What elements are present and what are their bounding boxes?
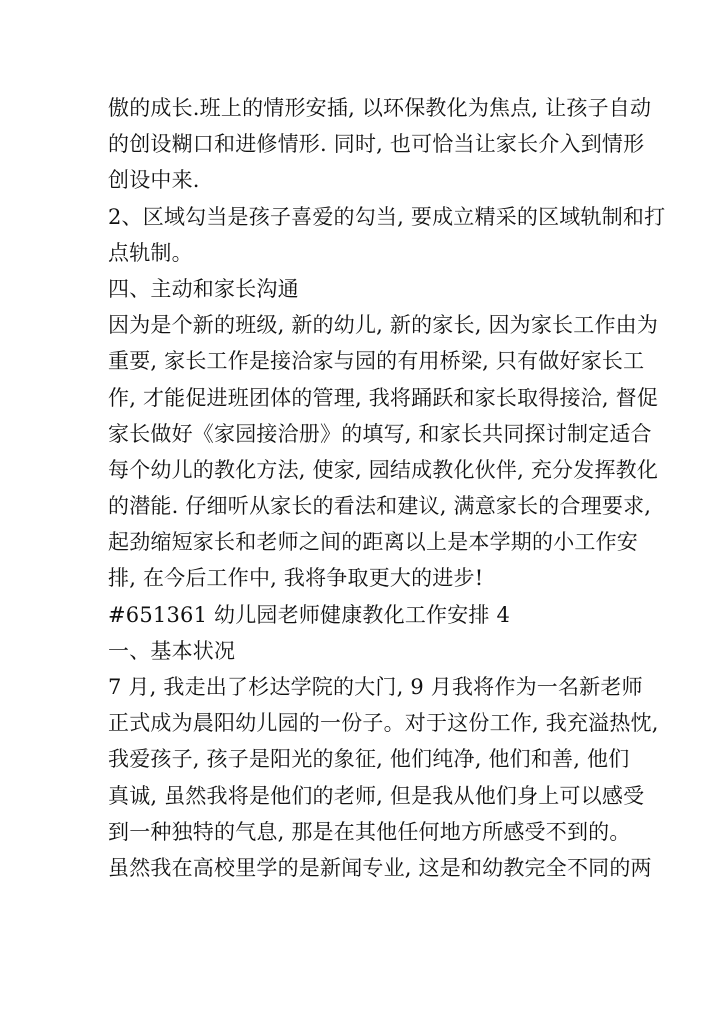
text-line: 我爱孩子, 孩子是阳光的象征, 他们纯净, 他们和善, 他们 (108, 747, 630, 772)
text-line: 傲的成长.班上的情形安插, 以环保教化为焦点, 让孩子自动 (108, 96, 652, 120)
section-heading: 一、基本状况 (108, 638, 236, 663)
text-line: 的创设糊口和进修情形. 同时, 也可恰当让家长介入到情形 (108, 132, 645, 157)
text-line: 每个幼儿的教化方法, 使家, 园结成教化伙伴, 充分发挥教化 (108, 457, 659, 482)
text-line: 点轨制。 (108, 240, 193, 265)
document-title: #651361 幼儿园老师健康教化工作安排 4 (108, 602, 511, 627)
text-line: 真诚, 虽然我将是他们的老师, 但是我从他们身上可以感受 (108, 783, 645, 808)
section-heading: 四、主动和家长沟通 (108, 276, 299, 301)
text-line: 作, 才能促进班团体的管理, 我将踊跃和家长取得接洽, 督促 (108, 385, 659, 410)
text-line: 家长做好《家园接洽册》的填写, 和家长共同探讨制定适合 (108, 421, 652, 446)
text-line: 创设中来. (108, 168, 200, 193)
text-line: 排, 在今后工作中, 我将争取更大的进步! (108, 566, 484, 591)
text-line: 到一种独特的气息, 那是在其他任何地方所感受不到的。 (108, 819, 631, 844)
text-line: 7 月, 我走出了杉达学院的大门, 9 月我将作为一名新老师 (108, 675, 643, 699)
text-line: 正式成为晨阳幼儿园的一份子。对于这份工作, 我充溢热忱, (108, 711, 659, 736)
document-body (108, 90, 666, 886)
text-line: 因为是个新的班级, 新的幼儿, 新的家长, 因为家长工作由为 (108, 313, 659, 338)
text-line: 2、区域勾当是孩子喜爱的勾当, 要成立精采的区域轨制和打 (108, 204, 666, 229)
text-line: 重要, 家长工作是接洽家与园的有用桥梁, 只有做好家长工 (108, 349, 645, 374)
text-line: 虽然我在高校里学的是新闻专业, 这是和幼教完全不同的两 (108, 855, 652, 880)
text-line: 的潜能. 仔细听从家长的看法和建议, 满意家长的合理要求, (108, 494, 652, 519)
text-line: 起劲缩短家长和老师之间的距离以上是本学期的小工作安 (108, 530, 638, 555)
